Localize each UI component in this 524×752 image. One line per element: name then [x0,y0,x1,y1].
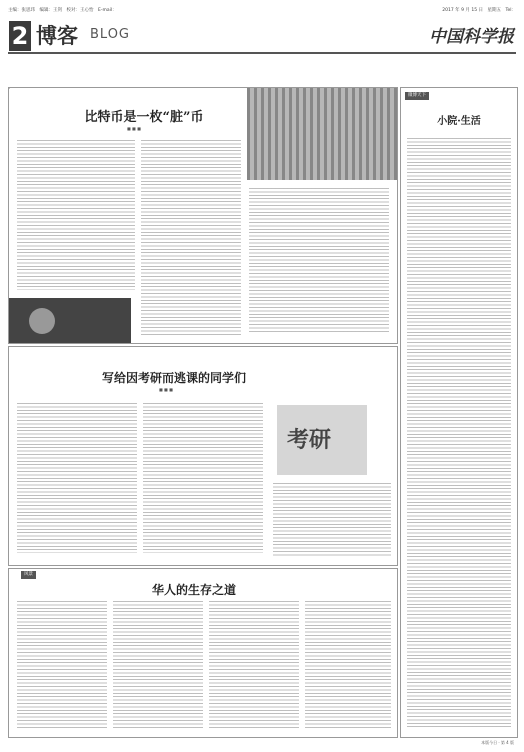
server-room-photo [247,88,397,180]
exam-image-text: 考研 [287,427,332,453]
exam-article [8,346,398,566]
top-info-strip [8,4,516,16]
bitcoin-portrait-photo [9,298,131,343]
bitcoin-text-col2 [141,140,241,335]
sidebar-article [400,87,518,738]
exam-image [277,405,367,475]
chinese-section-tag: 风景 [21,571,36,579]
bitcoin-text-col1 [17,140,135,290]
chinese-article [8,568,398,738]
chinese-text-col2 [113,601,203,729]
header-rule [8,52,516,54]
chinese-headline: 华人的生存之道 [151,583,236,597]
sidebar-section-tag: 微博天下 [405,92,429,100]
sidebar-headline: 小院·生活 [437,116,481,127]
section-title: 博客 [36,23,78,48]
chinese-text-col4 [305,601,391,729]
portrait-face [29,308,55,334]
masthead: 中国科学报 [429,27,514,47]
chinese-text-col1 [17,601,107,729]
strip-right: 2017 年 9 月 15 日 星期五 Tel： [442,8,516,13]
exam-headline: 写给因考研而逃课的同学们 [101,371,246,385]
sidebar-text [407,138,511,728]
bitcoin-headline: 比特币是一枚“脏”币 [84,110,204,125]
exam-byline: ■ ■ ■ [159,387,173,392]
body-note [9,88,10,89]
bitcoin-article [8,87,398,344]
bitcoin-text-col3 [249,188,389,333]
section-subtitle: BLOG [90,27,131,42]
chinese-text-col3 [209,601,299,729]
page-number: 2 [9,21,31,51]
footer-right: 本版今日 · 第 4 版 [481,740,514,745]
strip-left: 主编：张思玮 编辑：王剑 校对：王心怡 E-mail： [8,8,117,13]
exam-text-col3 [273,483,391,558]
exam-text-col1 [17,403,137,553]
bitcoin-byline: ■ ■ ■ [127,126,141,131]
exam-text-col2 [143,403,263,553]
